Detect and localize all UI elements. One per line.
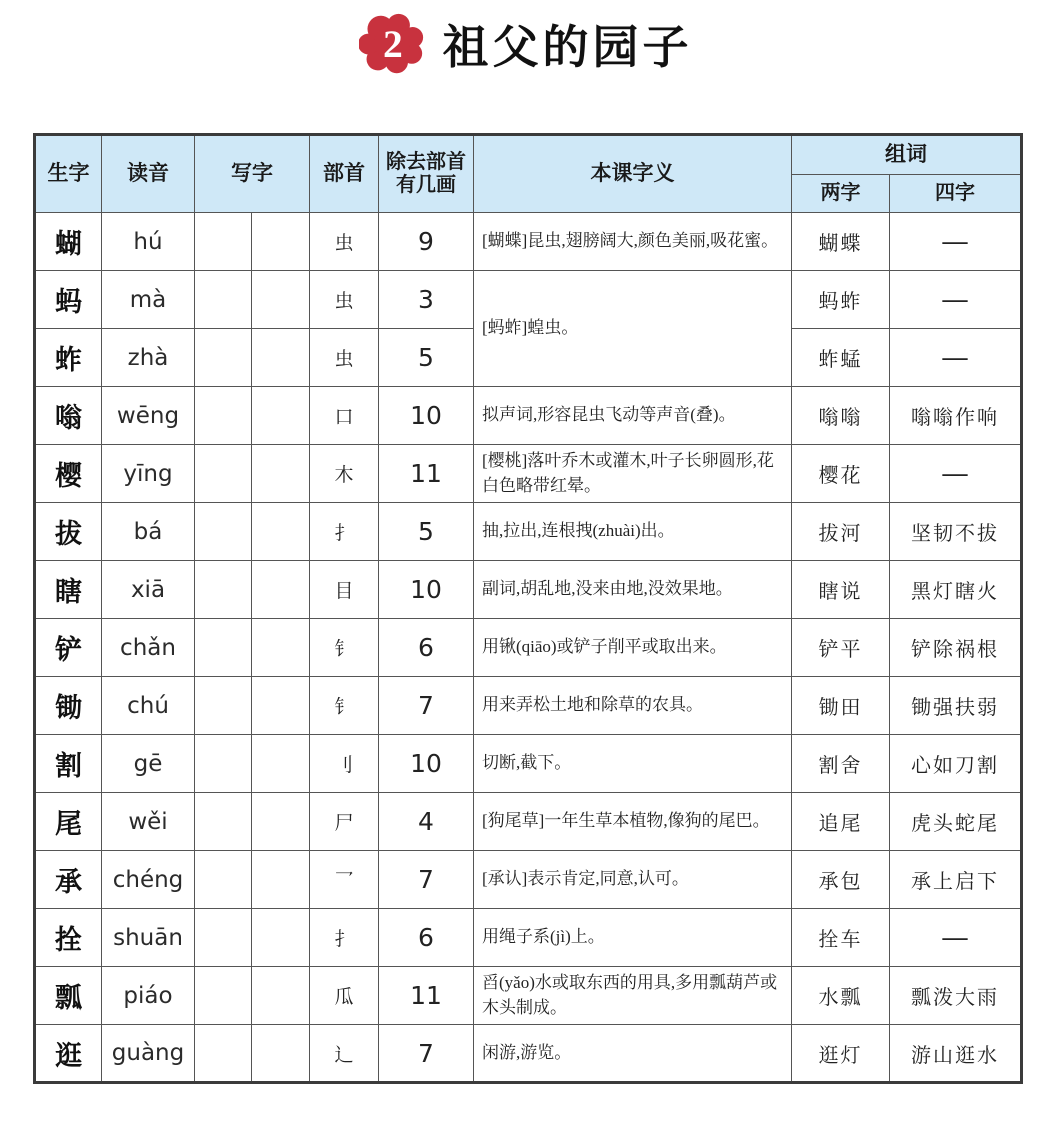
- write-practice-cell: [252, 967, 310, 1025]
- pinyin-cell: guàng: [102, 1025, 195, 1083]
- char-cell: 铲: [35, 619, 102, 677]
- write-practice-cell: [195, 561, 252, 619]
- char-cell: 锄: [35, 677, 102, 735]
- two-char-word-cell: 追尾: [792, 793, 890, 851]
- char-cell: 拔: [35, 503, 102, 561]
- radical-cell: 目: [310, 561, 379, 619]
- radical-cell: 扌: [310, 909, 379, 967]
- write-practice-cell: [195, 619, 252, 677]
- table-row: [35, 213, 1022, 271]
- table-row: [35, 677, 1022, 735]
- four-char-word-cell: —: [890, 271, 1022, 329]
- write-practice-cell: [195, 271, 252, 329]
- four-char-word-cell: 承上启下: [890, 851, 1022, 909]
- table-row: [35, 619, 1022, 677]
- pinyin-cell: hú: [102, 213, 195, 271]
- meaning-cell: 用来弄松土地和除草的农具。: [474, 677, 792, 735]
- char-cell: 樱: [35, 445, 102, 503]
- strokes-cell: 7: [379, 851, 474, 909]
- four-char-word-cell: 游山逛水: [890, 1025, 1022, 1083]
- pinyin-cell: wěi: [102, 793, 195, 851]
- pinyin-cell: yīng: [102, 445, 195, 503]
- strokes-cell: 10: [379, 735, 474, 793]
- strokes-cell: 6: [379, 909, 474, 967]
- write-practice-cell: [252, 387, 310, 445]
- write-practice-cell: [195, 387, 252, 445]
- two-char-word-cell: 蚂蚱: [792, 271, 890, 329]
- radical-cell: 虫: [310, 329, 379, 387]
- strokes-cell: 7: [379, 677, 474, 735]
- header-words: 组词: [792, 135, 1022, 175]
- meaning-cell: 用锹(qiāo)或铲子削平或取出来。: [474, 619, 792, 677]
- radical-cell: 扌: [310, 503, 379, 561]
- write-practice-cell: [195, 793, 252, 851]
- pinyin-cell: chéng: [102, 851, 195, 909]
- two-char-word-cell: 水瓢: [792, 967, 890, 1025]
- write-practice-cell: [195, 213, 252, 271]
- meaning-cell: [蝴蝶]昆虫,翅膀阔大,颜色美丽,吸花蜜。: [474, 213, 792, 271]
- radical-cell: 虫: [310, 271, 379, 329]
- write-practice-cell: [252, 561, 310, 619]
- write-practice-cell: [252, 909, 310, 967]
- meaning-cell: [蚂蚱]蝗虫。: [474, 271, 792, 387]
- page-title-bar: [0, 8, 1051, 80]
- pinyin-cell: xiā: [102, 561, 195, 619]
- pinyin-cell: chú: [102, 677, 195, 735]
- strokes-cell: 11: [379, 445, 474, 503]
- write-practice-cell: [195, 967, 252, 1025]
- two-char-word-cell: 割舍: [792, 735, 890, 793]
- two-char-word-cell: 嗡嗡: [792, 387, 890, 445]
- radical-cell: 瓜: [310, 967, 379, 1025]
- meaning-cell: [承认]表示肯定,同意,认可。: [474, 851, 792, 909]
- write-practice-cell: [195, 329, 252, 387]
- strokes-cell: 10: [379, 387, 474, 445]
- four-char-word-cell: 瓢泼大雨: [890, 967, 1022, 1025]
- header-two-char: 两字: [792, 175, 890, 213]
- char-cell: 割: [35, 735, 102, 793]
- four-char-word-cell: 心如刀割: [890, 735, 1022, 793]
- pinyin-cell: mà: [102, 271, 195, 329]
- two-char-word-cell: 樱花: [792, 445, 890, 503]
- radical-cell: 虫: [310, 213, 379, 271]
- meaning-cell: 用绳子系(jì)上。: [474, 909, 792, 967]
- pinyin-cell: piáo: [102, 967, 195, 1025]
- write-practice-cell: [252, 213, 310, 271]
- strokes-cell: 5: [379, 329, 474, 387]
- four-char-word-cell: 黑灯瞎火: [890, 561, 1022, 619]
- table-header: [35, 135, 1022, 213]
- write-practice-cell: [252, 329, 310, 387]
- write-practice-cell: [252, 677, 310, 735]
- write-practice-cell: [252, 1025, 310, 1083]
- pinyin-cell: zhà: [102, 329, 195, 387]
- pinyin-cell: shuān: [102, 909, 195, 967]
- strokes-cell: 6: [379, 619, 474, 677]
- four-char-word-cell: —: [890, 329, 1022, 387]
- write-practice-cell: [195, 735, 252, 793]
- four-char-word-cell: 嗡嗡作响: [890, 387, 1022, 445]
- write-practice-cell: [195, 1025, 252, 1083]
- two-char-word-cell: 承包: [792, 851, 890, 909]
- strokes-cell: 10: [379, 561, 474, 619]
- meaning-cell: 拟声词,形容昆虫飞动等声音(叠)。: [474, 387, 792, 445]
- table-row: [35, 503, 1022, 561]
- header-meaning: 本课字义: [474, 135, 792, 213]
- table-row: [35, 445, 1022, 503]
- strokes-cell: 7: [379, 1025, 474, 1083]
- meaning-cell: [狗尾草]一年生草本植物,像狗的尾巴。: [474, 793, 792, 851]
- header-char: 生字: [35, 135, 102, 213]
- table-row: [35, 387, 1022, 445]
- two-char-word-cell: 铲平: [792, 619, 890, 677]
- meaning-cell: 抽,拉出,连根拽(zhuài)出。: [474, 503, 792, 561]
- write-practice-cell: [252, 619, 310, 677]
- four-char-word-cell: —: [890, 445, 1022, 503]
- header-strokes: 除去部首有几画: [379, 135, 474, 213]
- two-char-word-cell: 蝴蝶: [792, 213, 890, 271]
- lesson-number-badge: [359, 12, 425, 76]
- meaning-cell: 切断,截下。: [474, 735, 792, 793]
- two-char-word-cell: 逛灯: [792, 1025, 890, 1083]
- meaning-cell: 闲游,游览。: [474, 1025, 792, 1083]
- pinyin-cell: gē: [102, 735, 195, 793]
- two-char-word-cell: 拔河: [792, 503, 890, 561]
- header-pinyin: 读音: [102, 135, 195, 213]
- strokes-cell: 3: [379, 271, 474, 329]
- table-row: [35, 967, 1022, 1025]
- radical-cell: 辶: [310, 1025, 379, 1083]
- two-char-word-cell: 锄田: [792, 677, 890, 735]
- radical-cell: 钅: [310, 619, 379, 677]
- four-char-word-cell: —: [890, 213, 1022, 271]
- write-practice-cell: [195, 677, 252, 735]
- red-cloud-icon: [359, 12, 425, 76]
- char-cell: 承: [35, 851, 102, 909]
- strokes-cell: 4: [379, 793, 474, 851]
- radical-cell: 尸: [310, 793, 379, 851]
- table-row: [35, 909, 1022, 967]
- table-row: [35, 561, 1022, 619]
- write-practice-cell: [195, 503, 252, 561]
- four-char-word-cell: —: [890, 909, 1022, 967]
- strokes-cell: 5: [379, 503, 474, 561]
- meaning-cell: 副词,胡乱地,没来由地,没效果地。: [474, 561, 792, 619]
- write-practice-cell: [195, 909, 252, 967]
- char-cell: 蝴: [35, 213, 102, 271]
- table-row: [35, 735, 1022, 793]
- four-char-word-cell: 坚韧不拔: [890, 503, 1022, 561]
- radical-cell: 刂: [310, 735, 379, 793]
- radical-cell: 口: [310, 387, 379, 445]
- table-row: [35, 271, 1022, 329]
- write-practice-cell: [252, 793, 310, 851]
- header-radical: 部首: [310, 135, 379, 213]
- header-four-char: 四字: [890, 175, 1022, 213]
- table-row: [35, 851, 1022, 909]
- char-cell: 瞎: [35, 561, 102, 619]
- four-char-word-cell: 铲除祸根: [890, 619, 1022, 677]
- write-practice-cell: [252, 851, 310, 909]
- vocab-table: [33, 133, 1023, 1084]
- strokes-cell: 11: [379, 967, 474, 1025]
- table-row: [35, 1025, 1022, 1083]
- two-char-word-cell: 蚱蜢: [792, 329, 890, 387]
- write-practice-cell: [252, 503, 310, 561]
- lesson-number: 2: [382, 22, 403, 67]
- two-char-word-cell: 拴车: [792, 909, 890, 967]
- page-title: 祖父的园子: [442, 22, 693, 73]
- radical-cell: 木: [310, 445, 379, 503]
- header-writing: 写字: [195, 135, 310, 213]
- write-practice-cell: [195, 445, 252, 503]
- table-body: [35, 213, 1022, 1083]
- char-cell: 尾: [35, 793, 102, 851]
- write-practice-cell: [252, 271, 310, 329]
- char-cell: 嗡: [35, 387, 102, 445]
- table-row: [35, 793, 1022, 851]
- write-practice-cell: [252, 445, 310, 503]
- radical-cell: 钅: [310, 677, 379, 735]
- char-cell: 蚱: [35, 329, 102, 387]
- strokes-cell: 9: [379, 213, 474, 271]
- four-char-word-cell: 虎头蛇尾: [890, 793, 1022, 851]
- pinyin-cell: bá: [102, 503, 195, 561]
- meaning-cell: 舀(yǎo)水或取东西的用具,多用瓢葫芦或木头制成。: [474, 967, 792, 1025]
- two-char-word-cell: 瞎说: [792, 561, 890, 619]
- pinyin-cell: wēng: [102, 387, 195, 445]
- write-practice-cell: [252, 735, 310, 793]
- pinyin-cell: chǎn: [102, 619, 195, 677]
- four-char-word-cell: 锄强扶弱: [890, 677, 1022, 735]
- char-cell: 蚂: [35, 271, 102, 329]
- write-practice-cell: [195, 851, 252, 909]
- char-cell: 拴: [35, 909, 102, 967]
- char-cell: 逛: [35, 1025, 102, 1083]
- meaning-cell: [樱桃]落叶乔木或灌木,叶子长卵圆形,花白色略带红晕。: [474, 445, 792, 503]
- char-cell: 瓢: [35, 967, 102, 1025]
- radical-cell: 乛: [310, 851, 379, 909]
